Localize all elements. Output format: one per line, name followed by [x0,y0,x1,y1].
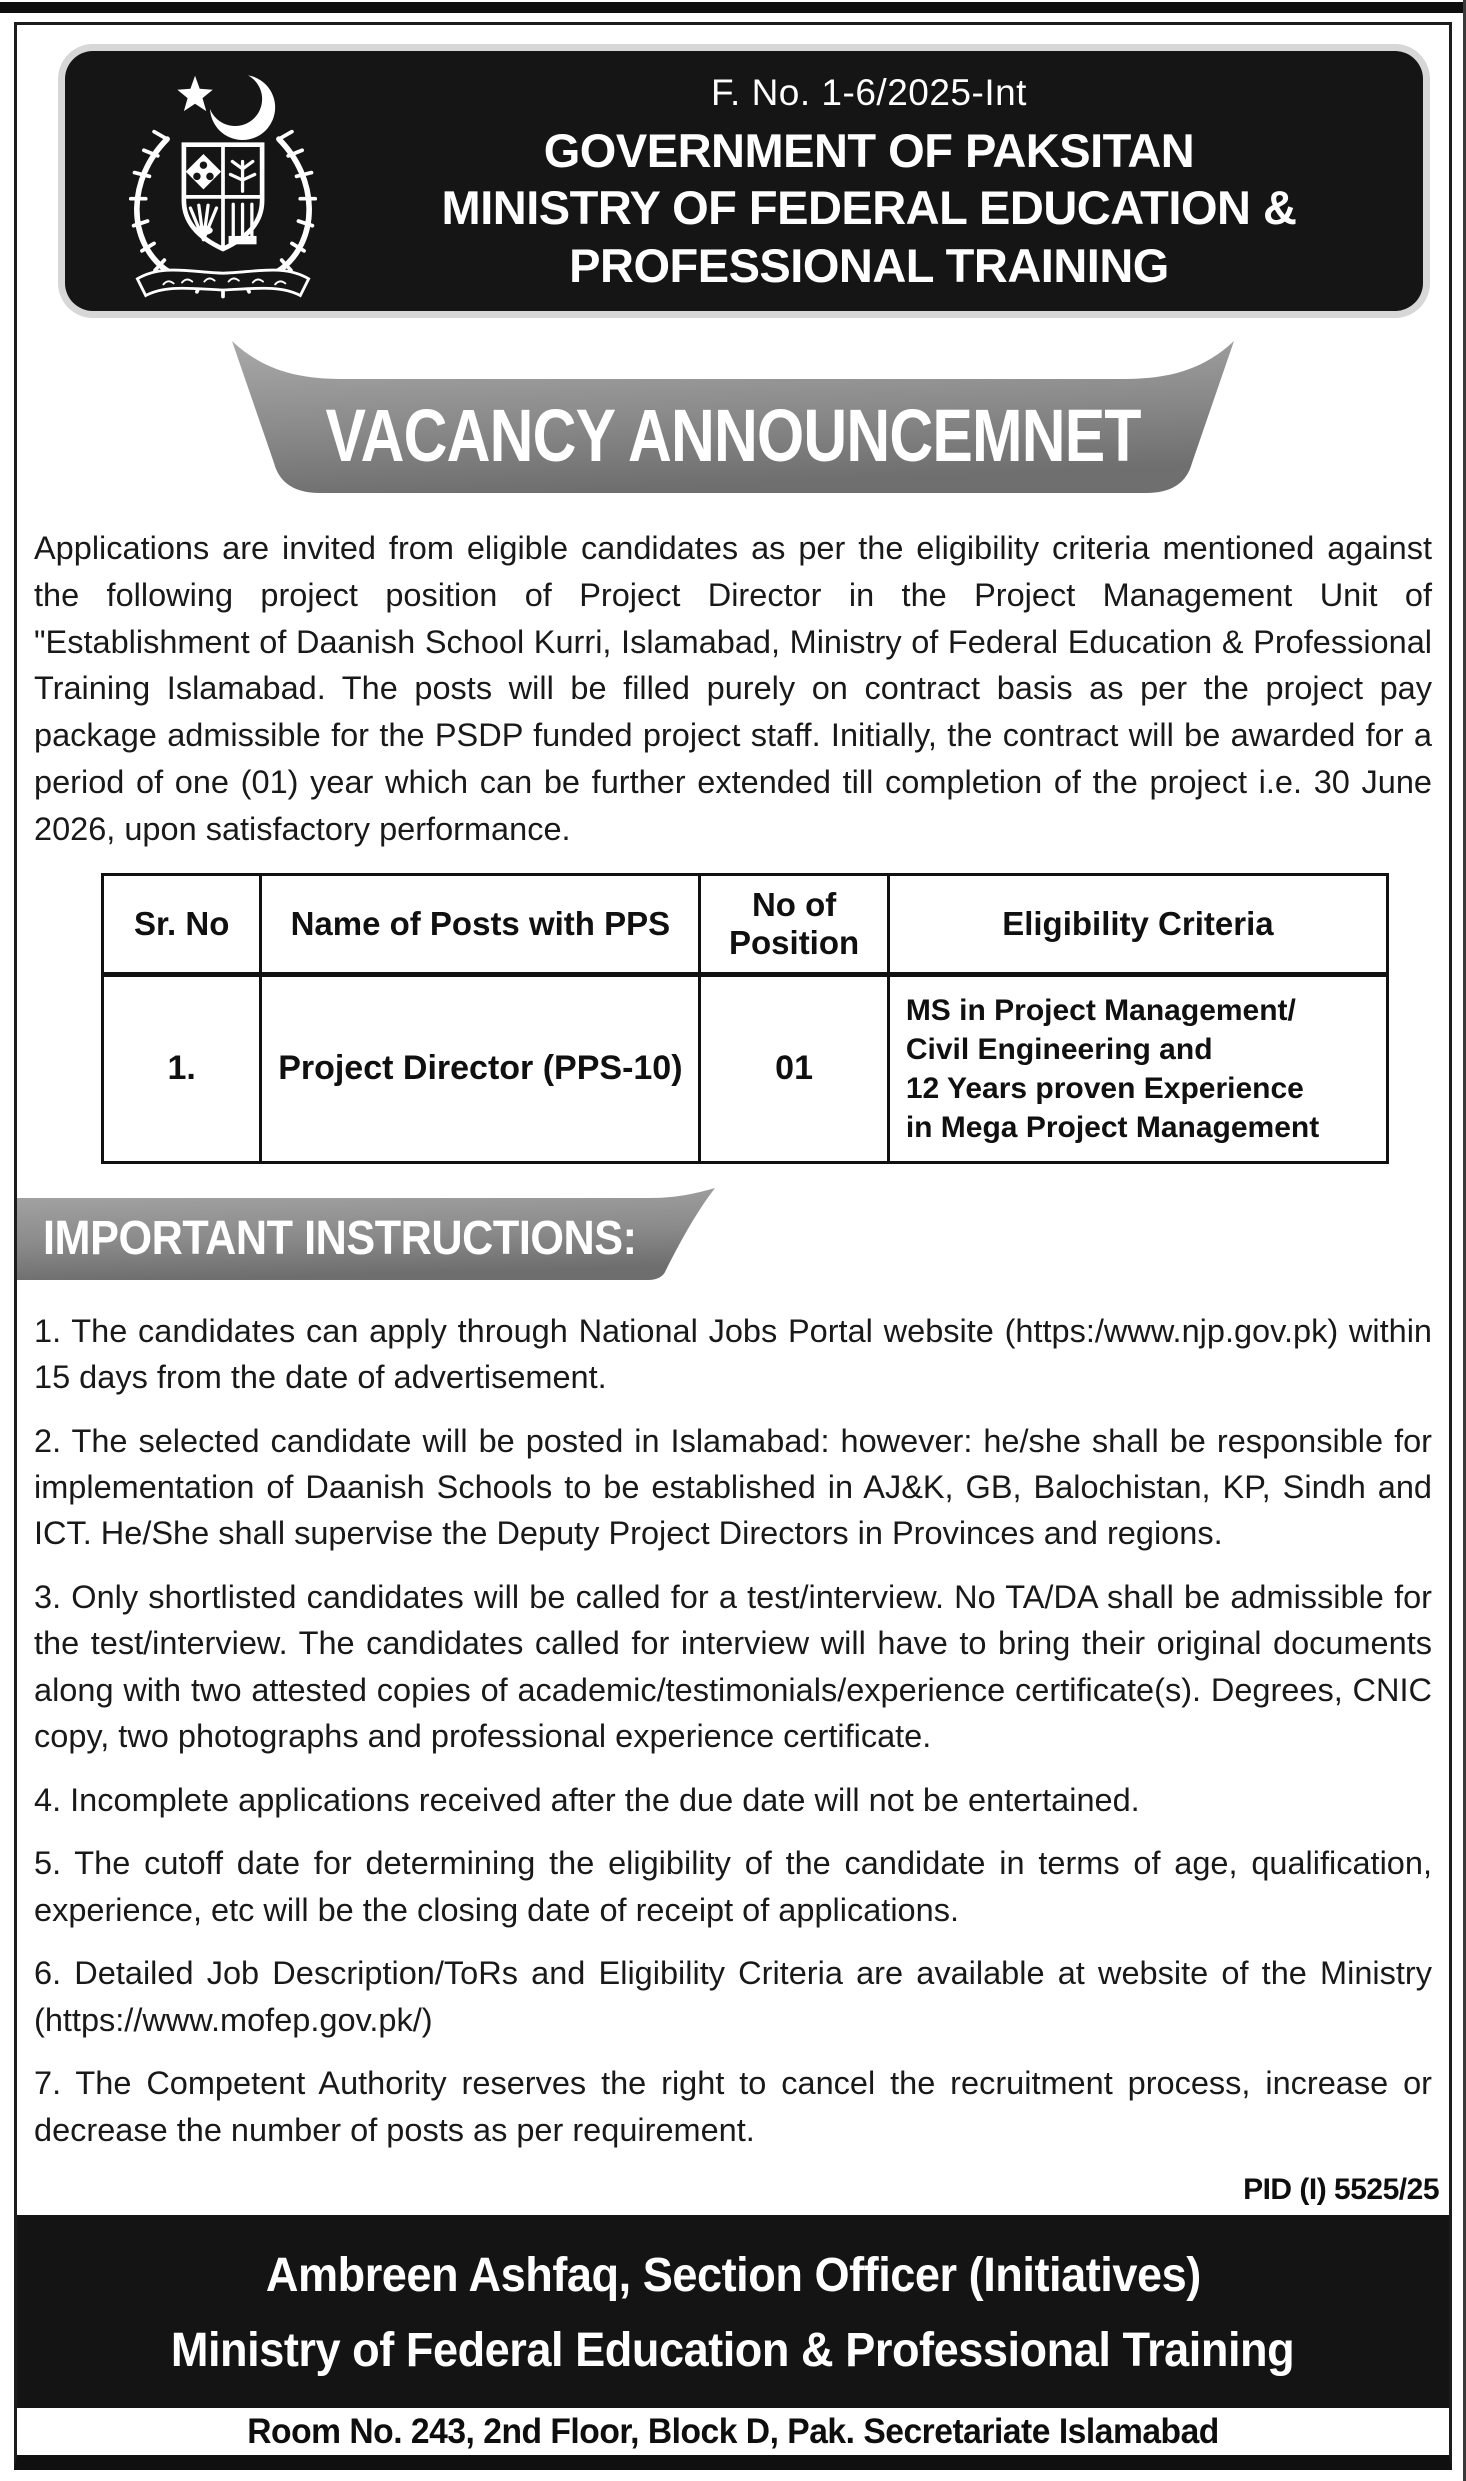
cell-post-name: Project Director (PPS-10) [261,974,700,1162]
header-sr-no: Sr. No [103,874,261,974]
pakistan-emblem-icon [105,59,341,303]
top-rule [0,2,1466,13]
instructions-banner [17,1188,717,1282]
file-number: F. No. 1-6/2025-Int [711,72,1027,113]
instructions-banner-title: IMPORTANT INSTRUCTIONS: [43,1212,637,1266]
instruction-item: 5. The cutoff date for determining the eligibility of the candidate in terms of age, qualification, experience, etc will be the closing date of receipt of applications. [34,1845,1432,1928]
instruction-item: 7. The Competent Authority reserves the right to cancel the recruitment process, increase or decrease the number of posts as per requirement. [34,2065,1432,2148]
address-bar [17,2408,1449,2455]
table-row [103,974,1388,1162]
ministry-name: Ministry of Federal Education & Professional Training [171,2323,1295,2377]
instruction-item: 6. Detailed Job Description/ToRs and Eligibility Criteria are available at website of the Ministry (https://www.mofep.gov.pk/) [34,1955,1432,2038]
eligibility-line: 12 Years proven Experience [905,1071,1304,1105]
officer-name: Ambreen Ashfaq, Section Officer (Initiatives) [265,2249,1201,2303]
instruction-item: 1. The candidates can apply through National Jobs Portal website (https:/www.njp.gov.pk) within 15 days from the date of advertisement. [34,1312,1432,1396]
government-line: GOVERNMENT OF PAKSITAN [543,124,1195,177]
vacancy-banner [228,335,1238,499]
intro-paragraph: Applications are invited from eligible candidates as per the eligibility criteria mentioned against the following project position of Project Director in the Project Management Unit of "Establishment of Daanish School Kurri, Islamabad, Ministry of Federal Education & Professional Training Islamabad. The posts will be filled purely on contract basis as per the project pay package admissible for the PSDP funded project staff. Initially, the contract will be awarded for a period of one (01) year which can be further extended till completion of the project i.e. 30 June 2026, upon satisfactory performance. [34,530,1432,847]
eligibility-line: in Mega Project Management [905,1110,1320,1144]
header-post-name: Name of Posts with PPS [261,874,700,974]
eligibility-line: Civil Engineering and [905,1032,1213,1066]
header-eligibility: Eligibility Criteria [888,874,1387,974]
pid-number: PID (I) 5525/25 [1243,2173,1439,2207]
signature-block [17,2215,1449,2408]
masthead-text [341,72,1397,294]
advert-container [14,22,1452,2470]
ministry-line: MINISTRY OF FEDERAL EDUCATION & [441,181,1297,235]
instruction-item: 4. Incomplete applications received after the due date will not be entertained. [34,1781,1140,1818]
table-header-row [103,874,1388,974]
posts-table [101,873,1389,1164]
eligibility-line: MS in Project Management/ [905,993,1296,1027]
instruction-item: 2. The selected candidate will be posted in Islamabad: however: he/she shall be responsible for implementation of Daanish Schools to be established in AJ&K, GB, Balochistan, KP, Sindh and ICT. He/She shall supervise the Deputy Project Directors in Provinces and regions. [34,1422,1432,1552]
instruction-item: 3. Only shortlisted candidates will be called for a test/interview. No TA/DA shall be admissible for the test/interview. The candidates called for interview will have to bring their original documents along with two attested copies of academic/testimonials/experience certificate(s). Degrees, CNIC copy, two photographs and professional experience certificate. [34,1578,1432,1755]
cell-sr-no: 1. [103,974,261,1162]
address-text: Room No. 243, 2nd Floor, Block D, Pak. Secretariate Islamabad [247,2411,1219,2451]
cell-positions: 01 [700,974,888,1162]
cell-eligibility [888,974,1387,1162]
header-no-of-position: No of Position [700,874,888,974]
vacancy-banner-title: VACANCY ANNOUNCEMNET [325,393,1141,477]
masthead [65,51,1423,311]
training-line: PROFESSIONAL TRAINING [569,238,1169,292]
instructions-list [34,1308,1432,2171]
